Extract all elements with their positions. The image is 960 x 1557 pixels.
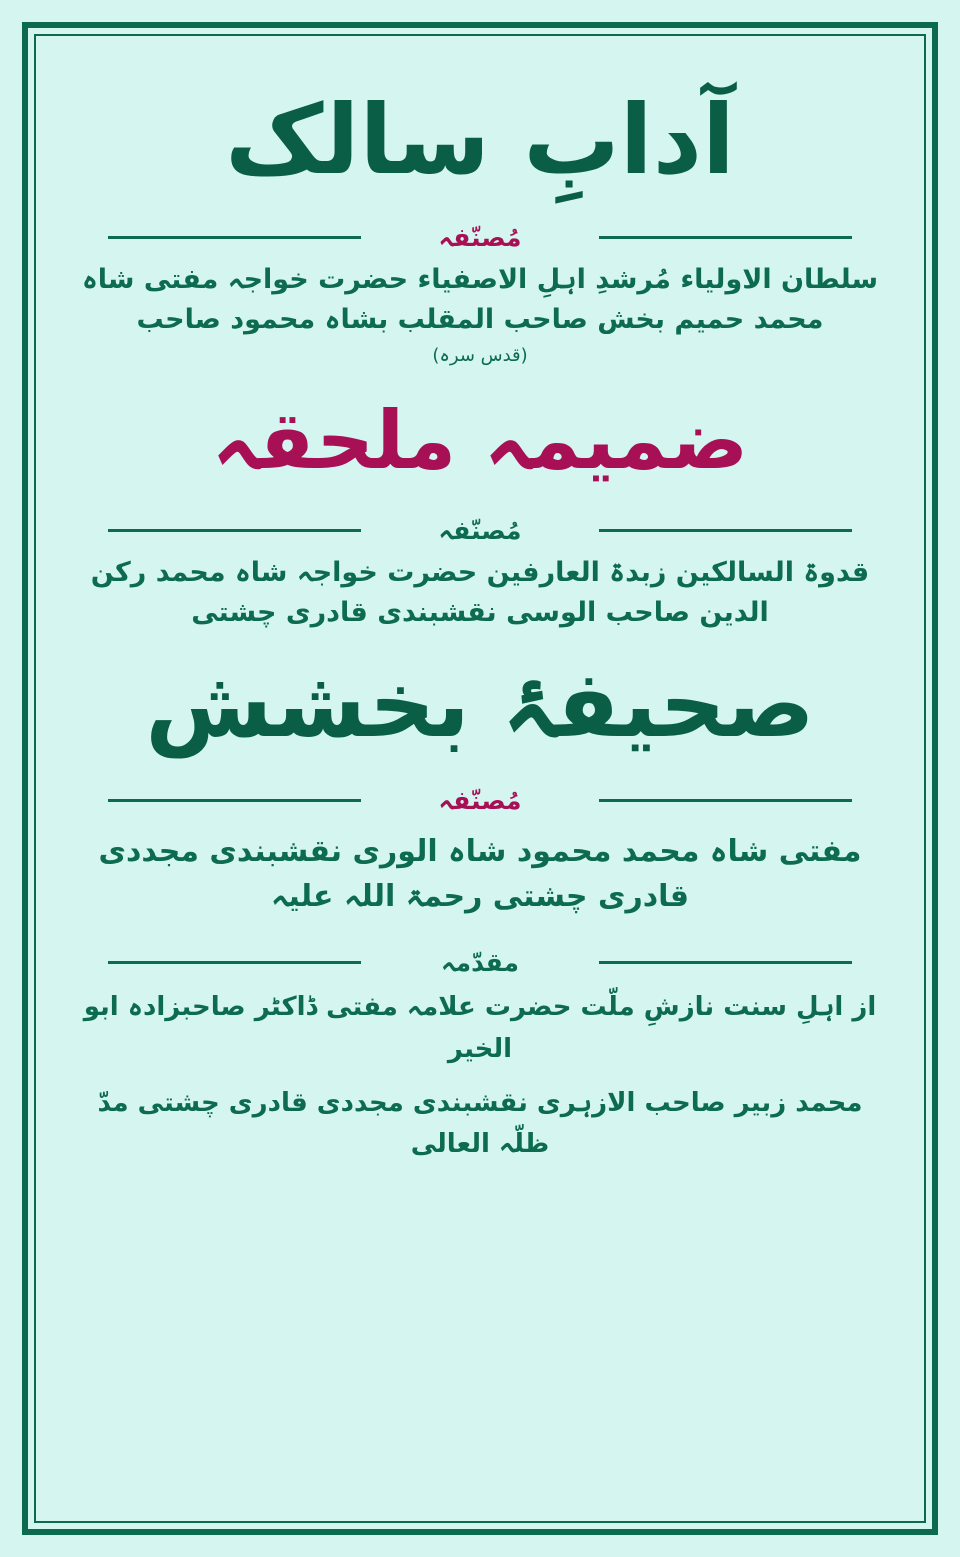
second-author-separator-rule (108, 513, 851, 543)
preface-author-line-1: از اہلِ سنت نازشِ ملّت حضرت علامہ مفتی ڈاکٹر صاحبزادہ ابو الخیر (83, 992, 877, 1065)
preface-label: مقدّمہ (440, 948, 520, 978)
third-author-name-line: مفتی شاہ محمد محمود شاہ الوری نقشبندی مجددی قادری چشتی رحمۃ اللہ علیہ (98, 834, 862, 915)
book-main-title: آدابِ سالک (225, 84, 735, 196)
second-author-name-line: قدوۃ السالکین زبدۃ العارفین حضرت خواجہ شاہ محمد رکن الدین صاحب الوسی نقشبندی قادری چشتی (90, 556, 870, 629)
appendix-title: ضمیمہ ملحقہ (211, 393, 749, 487)
author-label: مُصنّفہ (438, 222, 522, 252)
author-name-line: سلطان الاولیاء مُرشدِ اہلِ الاصفیاء حضرت خواجہ مفتی شاہ محمد حمیم بخش صاحب المقلب بشاہ محمود صاحب (81, 263, 879, 336)
author-honorific: (قدس سرہ) (432, 344, 528, 366)
third-author-label: مُصنّفہ (438, 786, 522, 816)
preface-author-line-2: محمد زبیر صاحب الازہری نقشبندی مجددی قادری چشتی مدّ ظلّہ العالی (97, 1087, 863, 1160)
preface-separator-rule (108, 945, 851, 978)
cover-content (48, 48, 912, 1509)
author-separator-rule (108, 220, 851, 250)
third-author-separator-rule (108, 783, 851, 816)
third-title: صحیفۂ بخشش (145, 650, 815, 758)
second-author-label: مُصنّفہ (438, 515, 522, 545)
